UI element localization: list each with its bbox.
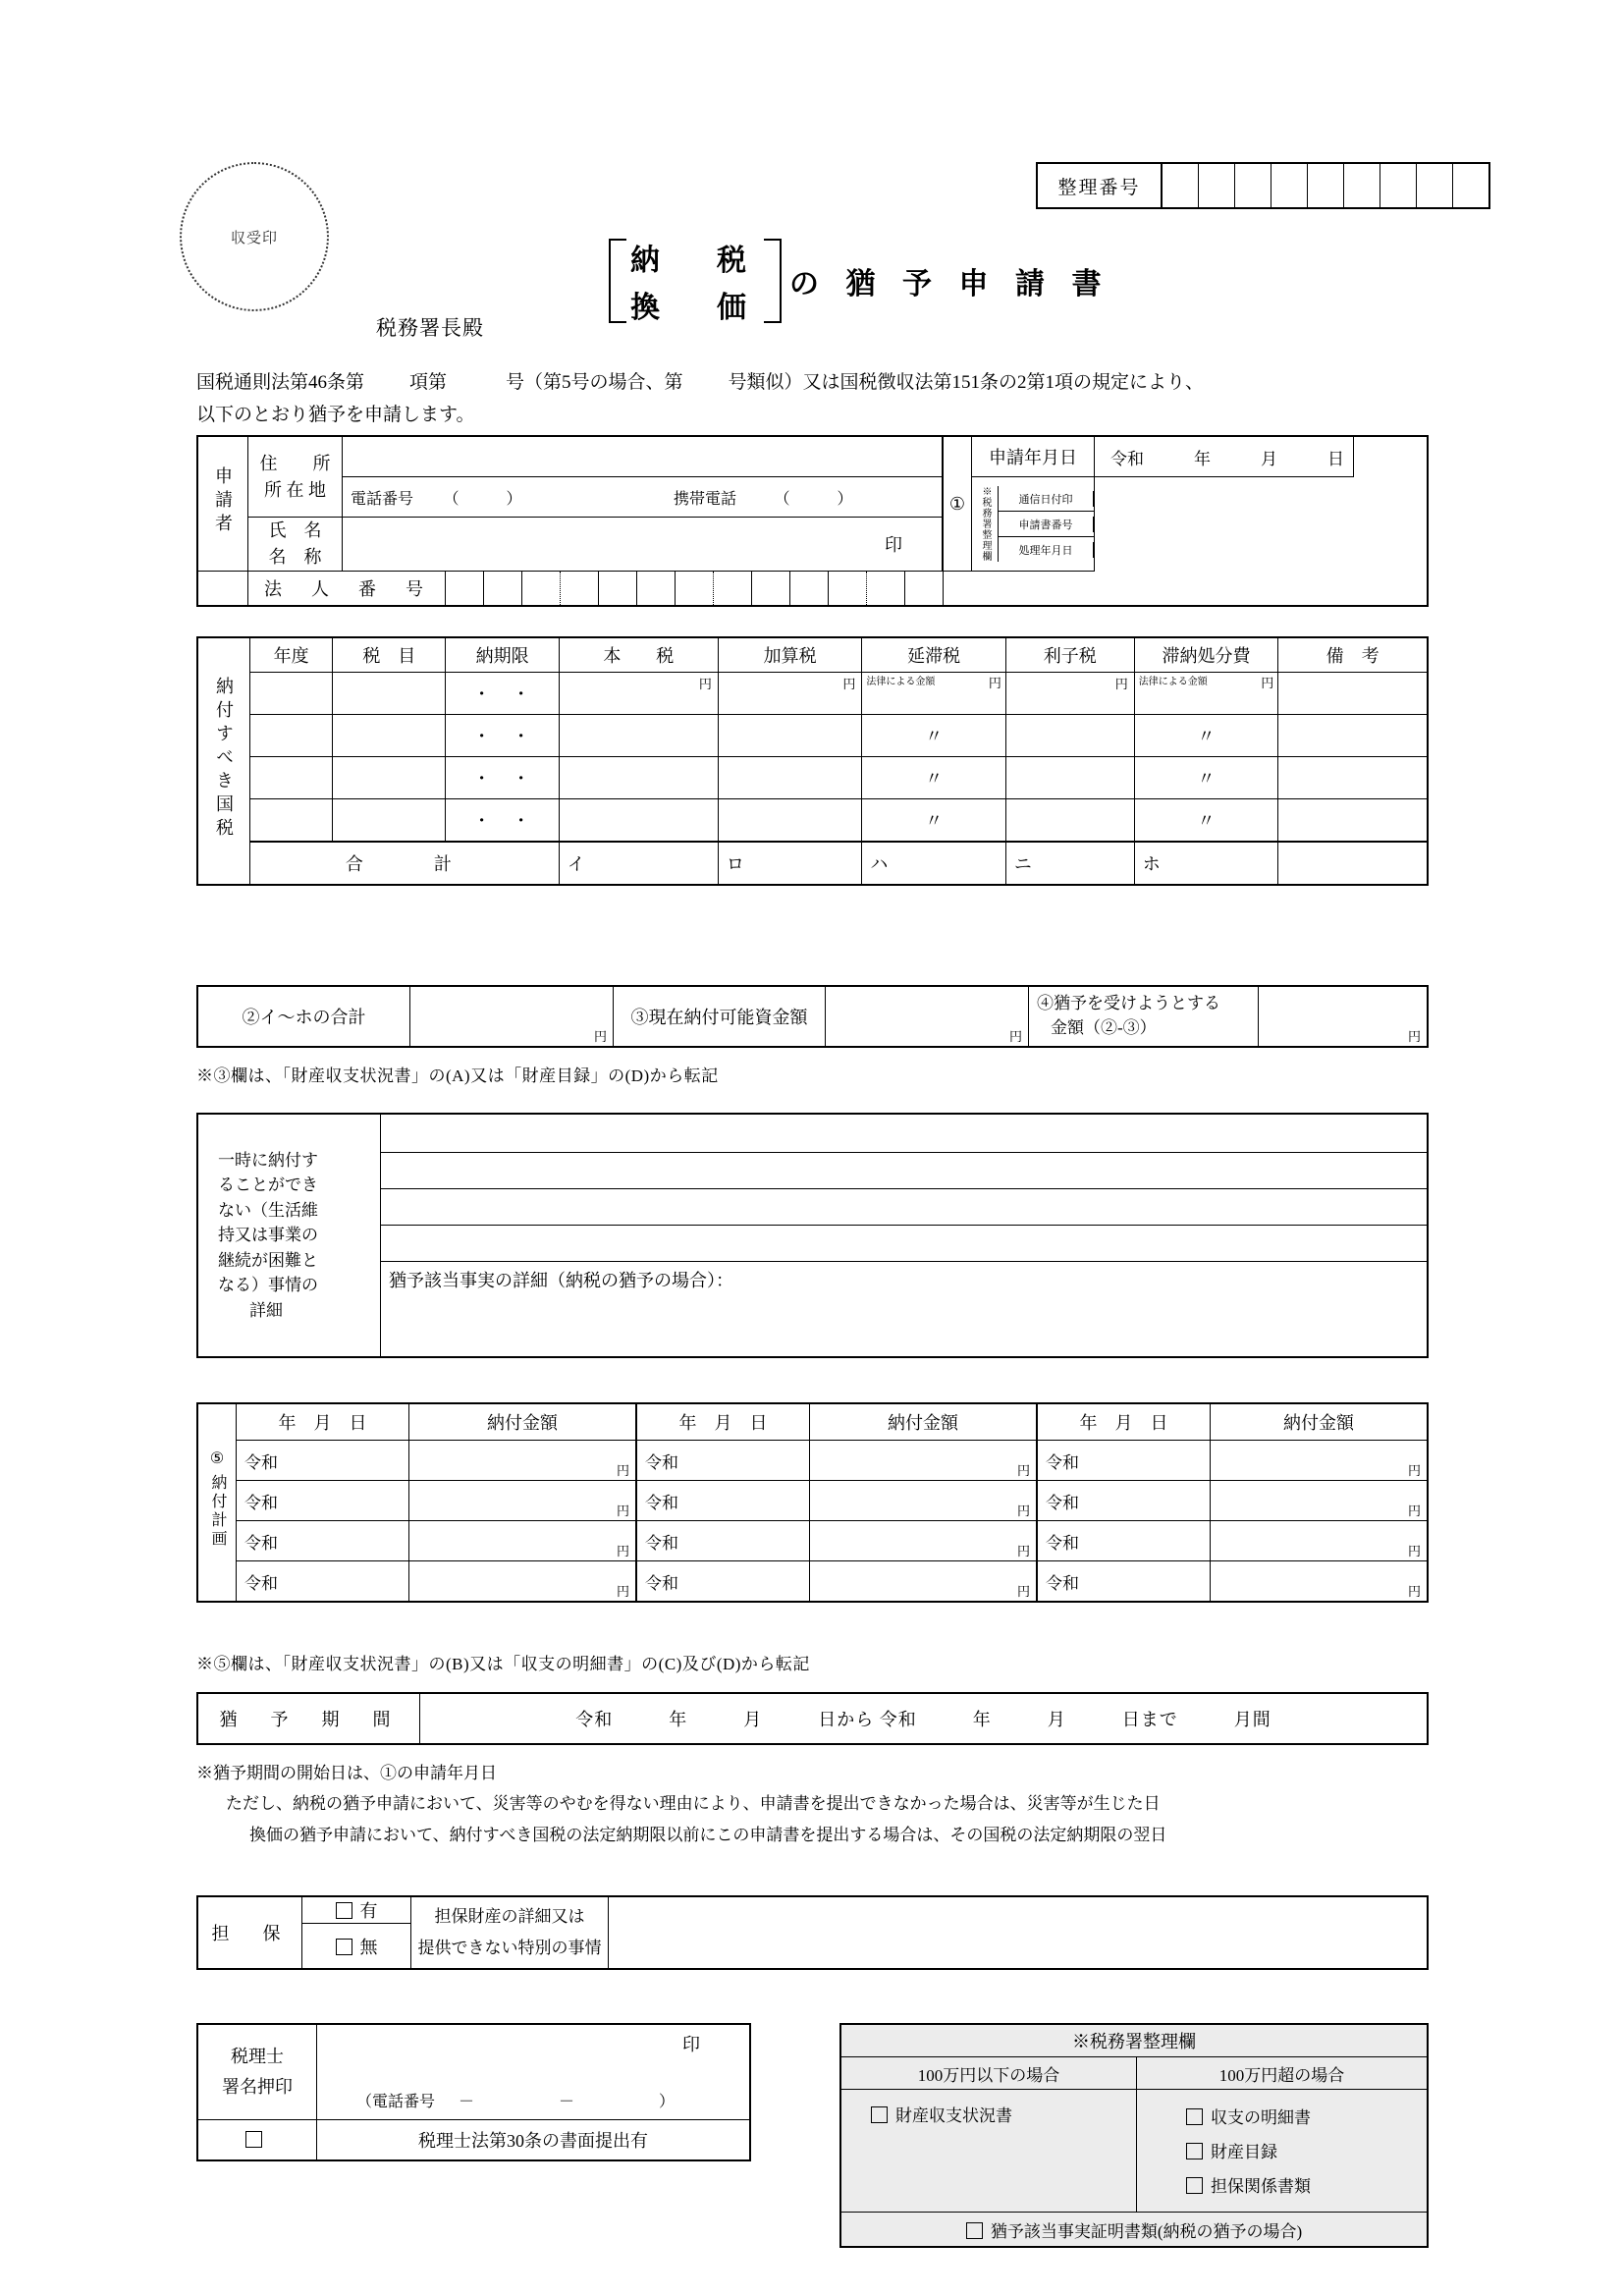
plan-date-cell[interactable]: 令和: [1037, 1441, 1211, 1481]
applicant-table: [196, 435, 1429, 607]
cell-principal[interactable]: 円: [559, 673, 718, 715]
plan-date-cell[interactable]: 令和: [636, 1481, 810, 1521]
telephone-row[interactable]: 電話番号 （ ） 携帯電話 （ ）: [343, 477, 944, 518]
period-notes: [196, 1758, 1166, 1850]
total-mark-ho: ホ: [1134, 842, 1277, 885]
plan-date-cell[interactable]: 令和: [237, 1481, 409, 1521]
receipt-stamp-label: 収受印: [230, 230, 278, 246]
lead-part-2: 項第: [409, 372, 448, 393]
item2-value[interactable]: 円: [410, 986, 614, 1047]
cell-additional[interactable]: [718, 757, 861, 799]
cell-remarks[interactable]: [1278, 799, 1428, 843]
period-note-1: ※猶予期間の開始日は、①の申請年月日: [196, 1764, 497, 1782]
item4-label: ④猶予を受けようとする 金額（②-③）: [1029, 986, 1259, 1047]
collateral-table: [196, 1895, 1429, 1970]
checkbox-property-list[interactable]: [1186, 2143, 1203, 2159]
office-right-items[interactable]: 収支の明細書 財産目録 担保関係書類: [1137, 2090, 1429, 2213]
col-additional: 加算税: [718, 637, 861, 673]
cell[interactable]: [1344, 164, 1380, 207]
reason-line-3[interactable]: [381, 1189, 1429, 1226]
apply-date-input[interactable]: 令和 年 月 日: [1095, 436, 1354, 477]
col-disposal-cost: 滞納処分費: [1134, 637, 1277, 673]
col-remarks: 備 考: [1278, 637, 1428, 673]
plan-amount-cell[interactable]: 円: [810, 1561, 1038, 1603]
period-note-3: 換価の猶予申請において、納付すべき国税の法定納期限以前にこの申請書を提出する場合は、その国税の法定納期限の翌日: [249, 1825, 1167, 1844]
collateral-label: 担 保: [197, 1896, 302, 1969]
cell-delinquent[interactable]: 法律による金額 円: [862, 673, 1005, 715]
total-label: 合 計: [250, 842, 560, 885]
cell-additional[interactable]: [718, 799, 861, 843]
checkbox-fact-proof[interactable]: [966, 2222, 983, 2239]
plan-col-amount-3: 納付金額: [1211, 1403, 1429, 1441]
period-note-2: ただし、納税の猶予申請において、災害等のやむを得ない理由により、申請書を提出できなかった場合は、災害等が生じた日: [226, 1794, 1161, 1814]
plan-amount-cell[interactable]: 円: [1211, 1481, 1429, 1521]
cell-remarks[interactable]: [1278, 673, 1428, 715]
col-delinquent: 延滞税: [862, 637, 1005, 673]
cell-tax-item[interactable]: [333, 673, 446, 715]
receipt-stamp-circle: [180, 162, 329, 311]
item2-label: ②イ～ホの合計: [197, 986, 410, 1047]
cell-due-date[interactable]: ・ ・: [446, 673, 559, 715]
plan-date-cell[interactable]: 令和: [636, 1441, 810, 1481]
office-use-vertical-label: ※税務署整理欄 通信日付印 申請書番号 処理年月日: [972, 477, 1095, 572]
office-col-left: 100万円以下の場合: [840, 2057, 1137, 2090]
cell-disposal-cost[interactable]: 〃: [1134, 757, 1277, 799]
collateral-option-no[interactable]: 無: [302, 1924, 411, 1970]
tax-detail-table: [196, 636, 1429, 886]
tax-accountant-label: 税理士 署名押印: [197, 2024, 317, 2120]
period-table: [196, 1692, 1429, 1745]
cell-interest[interactable]: 円: [1005, 673, 1134, 715]
col-interest: 利子税: [1005, 637, 1134, 673]
law30-label: 税理士法第30条の書面提出有: [317, 2120, 751, 2161]
cell-tax-item[interactable]: [333, 799, 446, 843]
plan-date-cell[interactable]: 令和: [237, 1441, 409, 1481]
cell[interactable]: [1308, 164, 1344, 207]
checkbox-law30[interactable]: [245, 2131, 262, 2148]
plan-date-cell[interactable]: 令和: [636, 1561, 810, 1603]
apply-date-label: 申請年月日: [972, 436, 1095, 477]
reason-line-4[interactable]: [381, 1226, 1429, 1262]
cell[interactable]: [1271, 164, 1308, 207]
cell[interactable]: [1417, 164, 1453, 207]
plan-amount-cell[interactable]: 円: [409, 1521, 637, 1561]
col-due-date: 納期限: [446, 637, 559, 673]
col-tax-item: 税 目: [333, 637, 446, 673]
cell-year[interactable]: [250, 673, 333, 715]
cell[interactable]: [1199, 164, 1235, 207]
office-footer-item[interactable]: 猶予該当事実証明書類(納税の猶予の場合): [840, 2213, 1428, 2248]
lead-part-5: 以下のとおり猶予を申請します。: [196, 405, 475, 426]
item3-value[interactable]: 円: [826, 986, 1029, 1047]
cell-principal[interactable]: [559, 715, 718, 757]
cell-tax-item[interactable]: [333, 715, 446, 757]
cell-additional[interactable]: 円: [718, 673, 861, 715]
corporate-number-label: 法 人 番 号: [264, 579, 429, 599]
title-bracket: [609, 239, 782, 323]
management-number-cells[interactable]: [1163, 164, 1488, 207]
collateral-detail-label: 担保財産の詳細又は 提供できない特別の事情: [411, 1896, 609, 1969]
cell-delinquent[interactable]: 〃: [862, 715, 1005, 757]
plan-amount-cell[interactable]: 円: [409, 1481, 637, 1521]
plan-date-cell[interactable]: 令和: [1037, 1561, 1211, 1603]
cell-tax-item[interactable]: [333, 757, 446, 799]
cell-additional[interactable]: [718, 715, 861, 757]
col-principal: 本 税: [559, 637, 718, 673]
total-mark-ni: ニ: [1005, 842, 1134, 885]
applicant-side-label: 申請者: [197, 436, 248, 572]
cell-principal[interactable]: [559, 757, 718, 799]
office-left-items[interactable]: 財産収支状況書: [840, 2090, 1137, 2213]
checkbox-income-detail[interactable]: [1186, 2108, 1203, 2125]
plan-date-cell[interactable]: 令和: [237, 1521, 409, 1561]
plan-col-amount-2: 納付金額: [810, 1403, 1038, 1441]
reason-detail-input[interactable]: [381, 1297, 1429, 1357]
cell-principal[interactable]: [559, 799, 718, 843]
reason-table: [196, 1113, 1429, 1358]
cell-disposal-cost[interactable]: 〃: [1134, 715, 1277, 757]
cell-remarks[interactable]: [1278, 715, 1428, 757]
summary-table: [196, 985, 1429, 1048]
plan-amount-cell[interactable]: 円: [810, 1441, 1038, 1481]
office-use-table: [839, 2023, 1429, 2248]
address-label: 住 所 所 在 地: [248, 436, 343, 518]
plan-amount-cell[interactable]: 円: [1211, 1521, 1429, 1561]
management-number-box: [1036, 162, 1490, 209]
title-rest: の 猶 予 申 請 書: [789, 268, 1111, 301]
item4-value[interactable]: 円: [1259, 986, 1429, 1047]
lead-paragraph: [196, 366, 1463, 432]
plan-date-cell[interactable]: 令和: [636, 1521, 810, 1561]
page-title: [609, 239, 1111, 323]
cell-due-date[interactable]: ・ ・: [446, 799, 559, 843]
total-mark-i: イ: [559, 842, 718, 885]
address-input[interactable]: [343, 436, 944, 477]
cell-interest[interactable]: [1005, 757, 1134, 799]
plan-date-cell[interactable]: 令和: [1037, 1481, 1211, 1521]
plan-amount-cell[interactable]: 円: [810, 1481, 1038, 1521]
period-label: 猶 予 期 間: [197, 1693, 420, 1744]
summary-note: ※③欄は、「財産収支状況書」の(A)又は「財産目録」の(D)から転記: [196, 1066, 719, 1085]
checkbox-property-income[interactable]: [871, 2106, 888, 2123]
name-input[interactable]: 印: [343, 518, 944, 572]
corporate-number-row: [248, 572, 944, 607]
cell-year[interactable]: [250, 799, 333, 843]
cell-delinquent[interactable]: 〃: [862, 757, 1005, 799]
addressee-label: 税務署長殿: [376, 316, 484, 340]
management-number-label: 整理番号: [1038, 164, 1163, 207]
plan-col-date-3: 年 月 日: [1037, 1403, 1211, 1441]
tax-accountant-signature[interactable]: 印 （電話番号 － － ）: [317, 2024, 751, 2120]
plan-col-date-2: 年 月 日: [636, 1403, 810, 1441]
collateral-detail-input[interactable]: [609, 1896, 1429, 1969]
cell-remarks[interactable]: [1278, 757, 1428, 799]
name-label: 氏 名 名 称: [248, 518, 343, 572]
office-use-title: ※税務署整理欄: [840, 2024, 1428, 2057]
reason-line-2[interactable]: [381, 1153, 1429, 1189]
cell-interest[interactable]: [1005, 715, 1134, 757]
checkbox-yes[interactable]: [336, 1902, 352, 1919]
cell-delinquent[interactable]: 〃: [862, 799, 1005, 843]
corporate-number-cells[interactable]: [445, 572, 943, 605]
plan-col-date-1: 年 月 日: [237, 1403, 409, 1441]
lead-part-3: 号（第5号の場合、第: [506, 372, 683, 393]
cell[interactable]: [1163, 164, 1199, 207]
plan-date-cell[interactable]: 令和: [237, 1561, 409, 1603]
law30-checkbox-cell[interactable]: [197, 2120, 317, 2161]
total-remarks[interactable]: [1278, 842, 1428, 885]
tax-accountant-table: [196, 2023, 751, 2161]
cell[interactable]: [1235, 164, 1271, 207]
payment-plan-table: [196, 1402, 1429, 1603]
plan-amount-cell[interactable]: 円: [409, 1561, 637, 1603]
cell-due-date[interactable]: ・ ・: [446, 715, 559, 757]
item3-label: ③現在納付可能資金額: [614, 986, 826, 1047]
lead-part-4: 号類似）又は国税徴収法第151条の2第1項の規定により、: [728, 372, 1205, 393]
plan-col-amount-1: 納付金額: [409, 1403, 637, 1441]
total-mark-ha: ハ: [862, 842, 1005, 885]
lead-part-1: 国税通則法第46条第: [196, 372, 365, 393]
collateral-option-yes[interactable]: 有: [302, 1896, 411, 1924]
cell-interest[interactable]: [1005, 799, 1134, 843]
tax-table-side-label: 納付すべき国税: [197, 637, 250, 885]
cell-due-date[interactable]: ・ ・: [446, 757, 559, 799]
checkbox-no[interactable]: [336, 1939, 352, 1955]
title-line-2: 換 価: [630, 292, 760, 324]
reason-detail-label: 猶予該当事実の詳細（納税の猶予の場合）：: [381, 1262, 1429, 1298]
plan-date-cell[interactable]: 令和: [1037, 1521, 1211, 1561]
total-mark-ro: ロ: [718, 842, 861, 885]
cell-year[interactable]: [250, 715, 333, 757]
title-line-1: 納 税: [630, 245, 760, 277]
plan-side-label: ⑤ 納付計画: [197, 1403, 237, 1602]
cell-disposal-cost[interactable]: 〃: [1134, 799, 1277, 843]
reason-side-label: 一時に納付す ることができ ない（生活維 持又は事業の 継続が困難と なる）事情の 詳細: [197, 1114, 381, 1357]
plan-note: ※⑤欄は、「財産収支状況書」の(B)又は「収支の明細書」の(C)及び(D)から転記: [196, 1655, 810, 1673]
plan-amount-cell[interactable]: 円: [409, 1441, 637, 1481]
cell-disposal-cost[interactable]: 法律による金額 円: [1134, 673, 1277, 715]
office-col-right: 100万円超の場合: [1137, 2057, 1429, 2090]
cell[interactable]: [1453, 164, 1488, 207]
apply-date-number: ①: [943, 436, 972, 572]
cell[interactable]: [1380, 164, 1417, 207]
plan-amount-cell[interactable]: 円: [1211, 1561, 1429, 1603]
reason-line-1[interactable]: [381, 1114, 1429, 1153]
period-value[interactable]: 令和 年 月 日から 令和 年 月 日まで 月間: [420, 1693, 1429, 1744]
cell-year[interactable]: [250, 757, 333, 799]
plan-amount-cell[interactable]: 円: [810, 1521, 1038, 1561]
checkbox-collateral-docs[interactable]: [1186, 2177, 1203, 2194]
plan-amount-cell[interactable]: 円: [1211, 1441, 1429, 1481]
col-year: 年度: [250, 637, 333, 673]
